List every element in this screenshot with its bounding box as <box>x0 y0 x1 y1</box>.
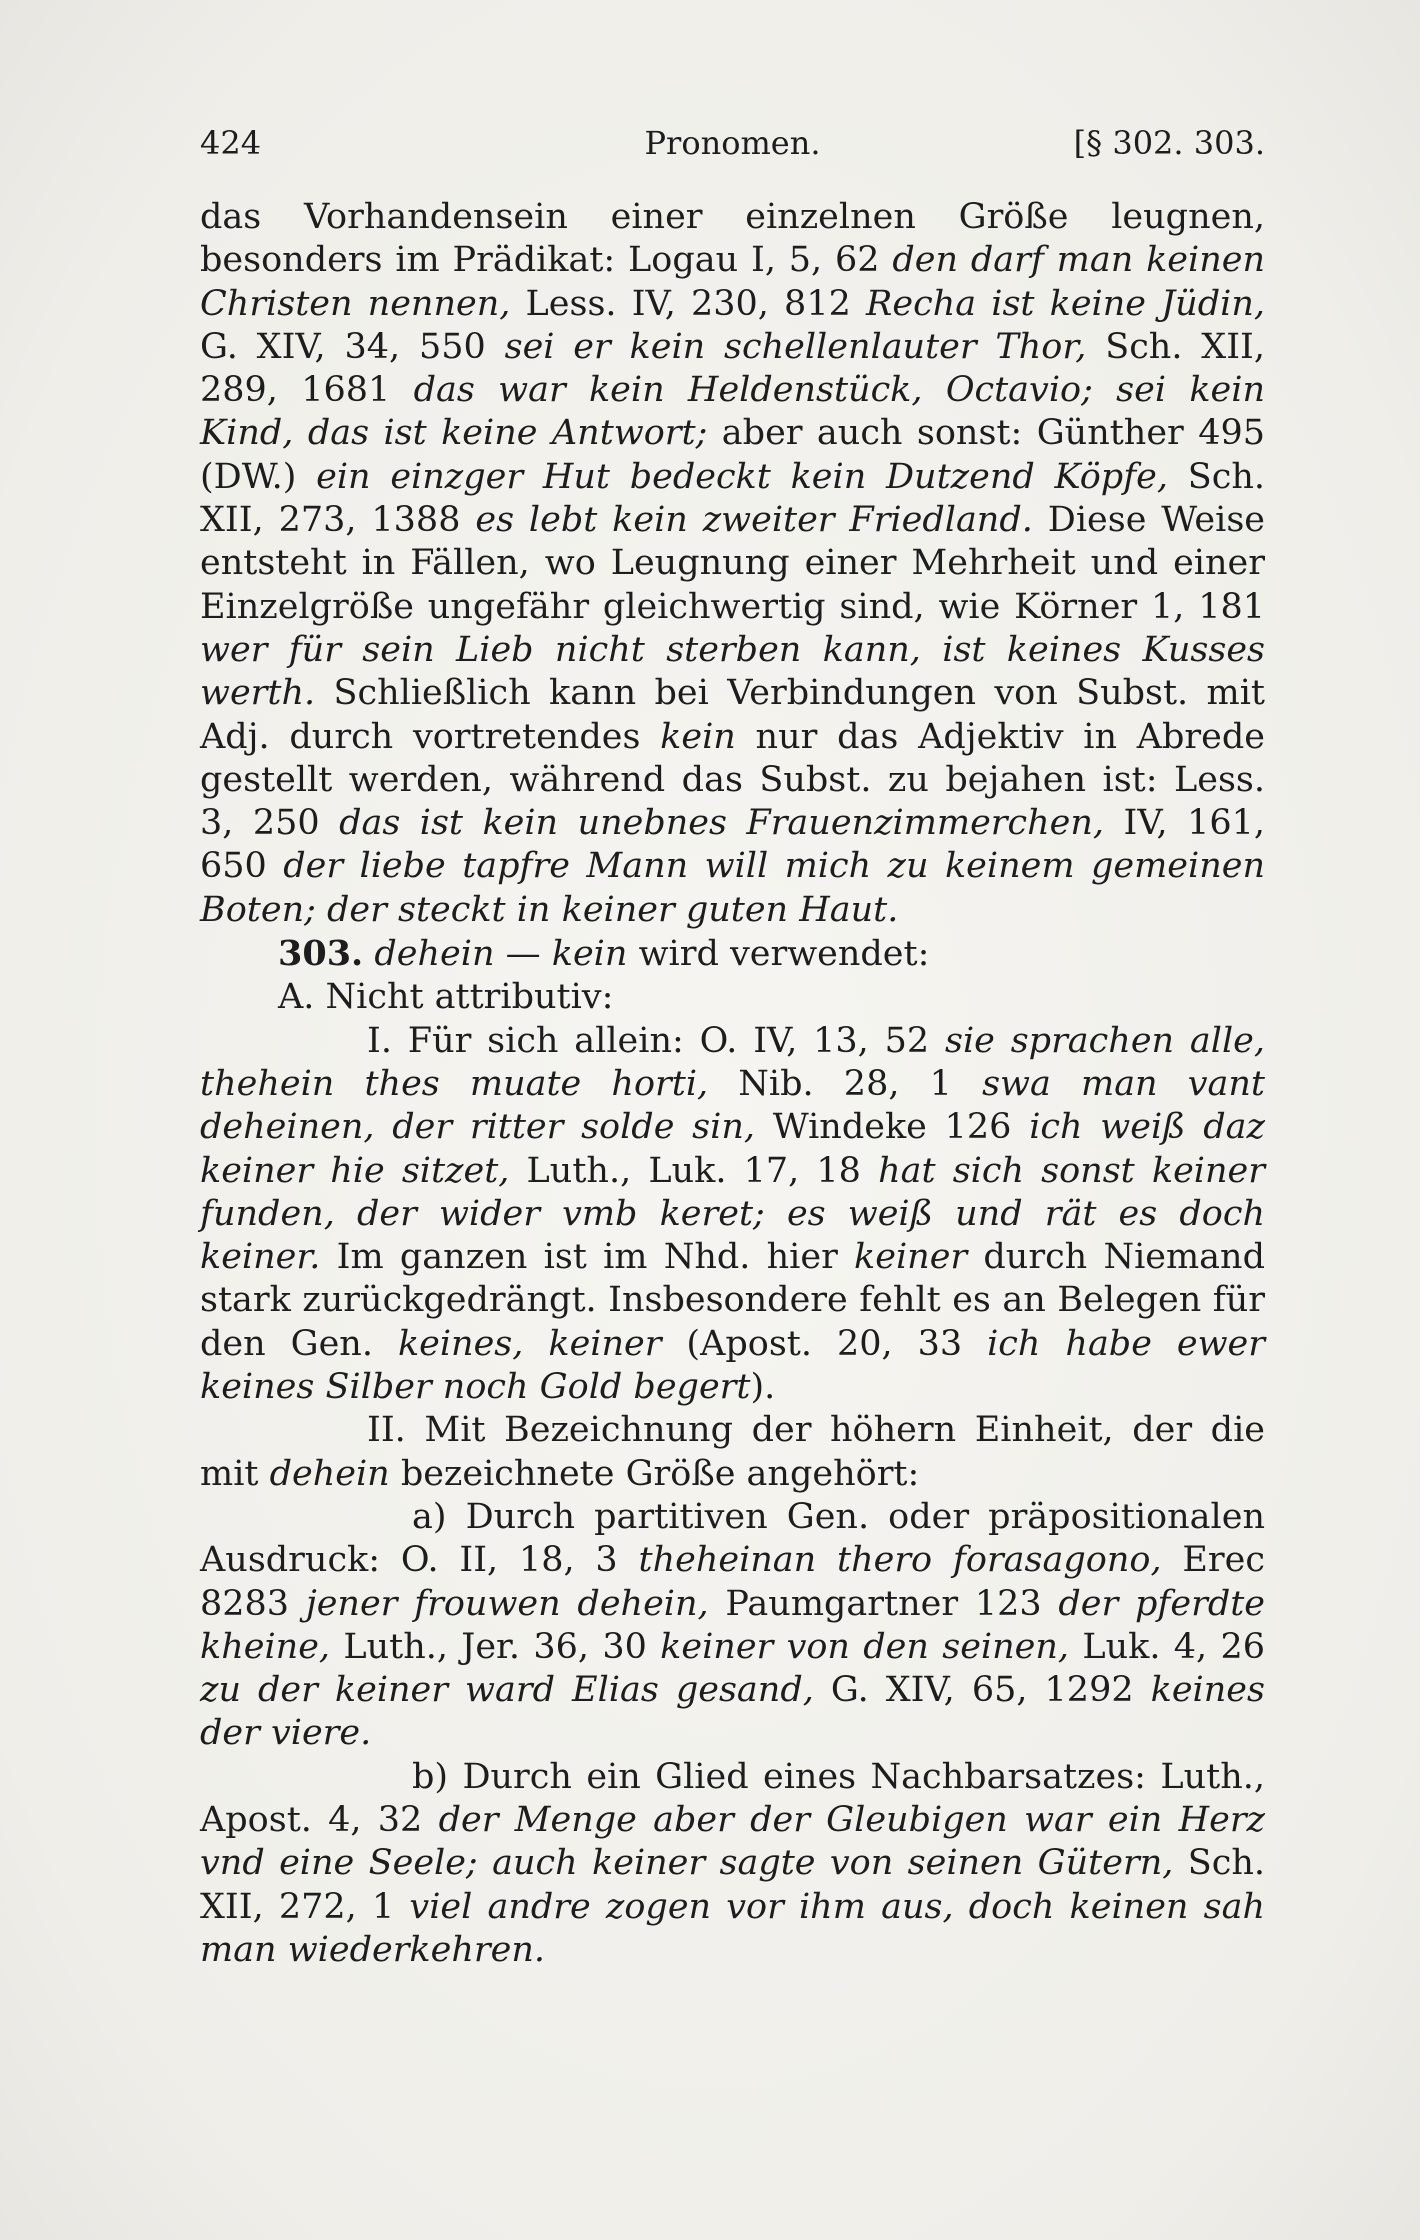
italic-quotation: das ist kein unebnes Frauenzimmerchen, <box>339 803 1105 844</box>
text-run: Windeke 126 <box>755 1107 1030 1148</box>
text-run: ). <box>750 1367 776 1408</box>
italic-quotation: Recha ist keine Jüdin, <box>866 283 1265 324</box>
text-run: Luth., Luk. 17, 18 <box>509 1150 879 1191</box>
text-run: Sch. XII, 272, 1 <box>200 1843 1265 1927</box>
text-run: a) Durch partitiven Gen. oder präpositionalen Ausdruck: O. II, 18, 3 <box>200 1496 1265 1581</box>
page-body <box>200 196 1265 1972</box>
italic-quotation: den darf man keinen Christen nennen, <box>200 240 1266 324</box>
paragraph-b-nachbarsatz <box>200 1756 1265 1972</box>
italic-quotation: dehein <box>374 934 495 975</box>
text-run: I. Für sich allein: O. IV, 13, 52 <box>367 1020 946 1061</box>
italic-quotation: ich weiß daz keiner hie sitzet, <box>200 1107 1265 1191</box>
text-run: Im ganzen ist im Nhd. hier <box>320 1237 855 1278</box>
text-run: nur das Adjektiv in Abrede gestellt werden, während das Subst. zu bejahen ist: Less. 3, 250 <box>200 716 1265 844</box>
text-run: Paumgartner 123 <box>708 1583 1059 1624</box>
text-run: G. XIV, 65, 1292 <box>813 1670 1151 1711</box>
text-run: — <box>494 934 552 975</box>
text-run <box>363 934 374 974</box>
text-run: Diese Weise entsteht in Fällen, wo Leugnung einer Mehrheit und einer Einzelgröße ungefähr gleichwertig sind, wie Körner 1, 181 <box>200 500 1266 627</box>
text-run: Erec 8283 <box>200 1540 1265 1624</box>
italic-quotation: keiner <box>854 1237 968 1278</box>
section-303-heading <box>278 932 1265 976</box>
italic-quotation: ich habe ewer keines Silber noch Gold begert <box>200 1323 1266 1408</box>
paragraph-a-partitiver-genitiv <box>200 1496 1265 1756</box>
italic-quotation: ein einzger Hut bedeckt kein Dutzend Köpfe, <box>316 456 1168 497</box>
subsection-A-heading <box>278 976 1265 1019</box>
paragraph-leugnung <box>200 196 1265 932</box>
text-run: Sch. XII, 289, 1681 <box>200 326 1265 411</box>
text-run: Luth., Jer. 36, 30 <box>330 1626 661 1667</box>
italic-quotation: keines der viere. <box>200 1670 1265 1754</box>
text-run: Less. IV, 230, 812 <box>510 283 867 324</box>
text-run: Sch. XII, 273, 1388 <box>200 456 1266 541</box>
italic-quotation: wer für sein Lieb nicht sterben kann, ist keines Kusses werth. <box>200 629 1265 714</box>
italic-quotation: viel andre zogen vor ihm aus, doch keinen sah man wiederkehren. <box>200 1886 1265 1970</box>
italic-quotation: kein <box>660 716 736 757</box>
italic-quotation: theheinan thero forasagono, <box>638 1540 1162 1581</box>
text-run: wird verwendet: <box>627 934 930 975</box>
italic-quotation: zu der keiner ward Elias gesand, <box>200 1670 814 1711</box>
italic-quotation: sie sprachen alle, thehein thes muate horti, <box>200 1020 1265 1104</box>
text-run: Schließlich kann bei Verbindungen von Subst. mit Adj. durch vortretendes <box>200 673 1265 757</box>
running-header <box>200 124 1265 164</box>
text-run: bezeichnete Größe angehört: <box>389 1453 920 1494</box>
italic-quotation: swa man vant deheinen, der ritter solde sin, <box>200 1063 1265 1148</box>
italic-quotation: keines, keiner <box>397 1323 662 1364</box>
italic-quotation: jener frouwen dehein, <box>305 1583 709 1624</box>
text-run: das Vorhandensein einer einzelnen Größe leugnen, besonders im Prädikat: Logau I, 5, 62 <box>200 197 1265 281</box>
text-run: aber auch sonst: Günther 495 (DW.) <box>200 413 1265 497</box>
italic-quotation: keiner von den seinen, <box>660 1626 1070 1667</box>
text-run: A. Nicht attributiv: <box>278 977 614 1018</box>
paragraph-II-hoehere-einheit <box>200 1409 1265 1496</box>
italic-quotation: das war kein Heldenstück, Octavio; sei kein Kind, das ist keine Antwort; <box>200 370 1265 454</box>
italic-quotation: der liebe tapfre Mann will mich zu keinem gemeinen Boten; der steckt in keiner guten Haut. <box>200 846 1265 930</box>
section-number: 303. <box>278 933 364 975</box>
text-run: durch Niemand stark zurückgedrängt. Insbesondere fehlt es an Belegen für den Gen. <box>200 1237 1265 1364</box>
paragraph-I-fuer-sich-allein <box>200 1020 1265 1410</box>
text-run: G. XIV, 34, 550 <box>200 326 505 367</box>
italic-quotation: sei er kein schellenlauter Thor, <box>504 326 1087 367</box>
text-run: (Apost. 20, 33 <box>661 1323 988 1364</box>
italic-quotation: dehein <box>269 1453 390 1494</box>
italic-quotation: kein <box>551 934 628 975</box>
page-number: 424 <box>200 124 262 162</box>
italic-quotation: es lebt kein zweiter Friedland. <box>475 500 1033 541</box>
running-title: Pronomen. <box>644 124 821 162</box>
text-run: IV, 161, 650 <box>200 803 1265 887</box>
italic-quotation: der pferdte kheine, <box>200 1583 1266 1667</box>
text-run: b) Durch ein Glied eines Nachbarsatzes: Luth., Apost. 4, 32 <box>200 1756 1265 1840</box>
text-run: Nib. 28, 1 <box>708 1063 983 1104</box>
section-reference: [§ 302. 303. <box>1073 124 1265 162</box>
text-run: II. Mit Bezeichnung der höhern Einheit, der die mit <box>200 1410 1265 1494</box>
text-run: Luk. 4, 26 <box>1069 1626 1265 1667</box>
italic-quotation: hat sich sonst keiner funden, der wider vmb keret; es weiß und rät es doch keiner. <box>200 1150 1265 1278</box>
italic-quotation: der Menge aber der Gleubigen war ein Herz vnd eine Seele; auch keiner sagte von seinen Gütern, <box>200 1799 1265 1884</box>
